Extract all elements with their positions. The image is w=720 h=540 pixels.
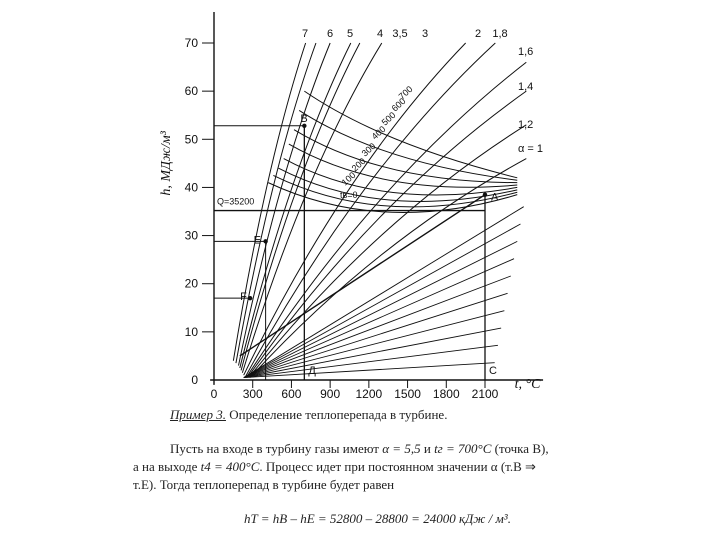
alpha-label: 2	[474, 28, 482, 40]
temperature-label: 500	[379, 109, 398, 128]
point-a-marker	[483, 192, 487, 196]
x-tick-label: 600	[281, 387, 302, 400]
temperature-curve	[289, 144, 517, 187]
y-tick-label: 40	[184, 180, 198, 195]
point-f-marker	[248, 296, 252, 300]
temperature-label: tв=0	[340, 190, 358, 200]
x-tick-label: 2100	[471, 387, 499, 400]
alpha-label: 4	[376, 28, 384, 40]
fan-line	[244, 345, 498, 377]
alpha-line	[242, 43, 381, 373]
y-tick-label: 0	[191, 373, 198, 387]
para1-end: (точка В),	[491, 441, 549, 456]
alpha-label: 1,6	[518, 46, 534, 58]
x-tick-label: 0	[210, 387, 218, 400]
x-tick-label: 900	[320, 387, 341, 400]
temperature-label: 100	[339, 169, 358, 188]
heat-value-label: Q=35200	[217, 196, 255, 207]
example-title	[170, 406, 447, 423]
para1-tg: tг = 700°C	[434, 441, 492, 456]
para1-start: Пусть на входе в турбину газы имеют	[170, 441, 383, 456]
x-tick-label: 1500	[394, 387, 421, 400]
example-number: Пример 3.	[170, 407, 226, 422]
y-tick-label: 10	[184, 324, 198, 339]
alpha-label: 1,8	[492, 28, 508, 40]
y-tick-label: 60	[184, 84, 198, 99]
alpha-label: 6	[326, 28, 334, 40]
paragraph-line-1	[170, 440, 549, 457]
alpha-label: 3	[421, 28, 429, 40]
temperature-label: 300	[359, 140, 378, 159]
point-f-label: F	[240, 291, 247, 304]
paragraph-line-2	[133, 458, 536, 475]
x-tick-label: 300	[242, 387, 263, 400]
para2-end: . Процесс идет при постоянном значении α (т.В ⇒	[259, 459, 536, 474]
alpha-label: α = 1	[518, 143, 544, 155]
fan-line	[244, 241, 518, 377]
para1-and: и	[420, 441, 435, 456]
para2-t4: t4 = 400°C	[200, 459, 260, 474]
temperature-label: 600	[389, 95, 408, 114]
point-b-label: B	[300, 112, 308, 125]
alpha-label: 7	[301, 28, 309, 40]
y-axis-label: h, МДж/м³	[159, 131, 174, 196]
temperature-label: 700	[396, 83, 415, 102]
x-axis-label: t, °C	[514, 377, 541, 392]
alpha-label: 3,5	[392, 28, 408, 40]
point-a-label: A	[491, 191, 499, 204]
temperature-label: 400	[369, 123, 388, 142]
y-tick-label: 30	[184, 228, 198, 243]
heat-drop-formula: hT = hB – hE = 52800 – 28800 = 24000 кДж / м³.	[244, 511, 511, 526]
y-tick-label: 70	[184, 36, 198, 50]
example-subtitle: Определение теплоперепада в турбине.	[225, 407, 448, 422]
y-tick-label: 20	[184, 276, 198, 291]
alpha-label: 1,4	[518, 81, 534, 93]
x-tick-label: 1200	[355, 387, 383, 400]
y-tick-label: 50	[184, 132, 198, 147]
x-tick-label: 1800	[432, 387, 460, 400]
temperature-label: 200	[349, 155, 368, 174]
alpha-label: 5	[346, 28, 354, 40]
paragraph-line-3: т.Е). Тогда теплоперепад в турбине будет равен	[133, 477, 395, 492]
para1-alpha: α = 5,5	[382, 441, 421, 456]
fan-line	[244, 207, 524, 378]
para2-start: а на выходе	[133, 459, 201, 474]
point-d-label: Д	[308, 365, 316, 377]
point-e-label: E	[253, 234, 261, 247]
temperature-curve	[304, 91, 517, 178]
point-e-marker	[263, 239, 267, 243]
point-c-label: C	[489, 365, 497, 377]
alpha-label: 1,2	[518, 119, 534, 131]
